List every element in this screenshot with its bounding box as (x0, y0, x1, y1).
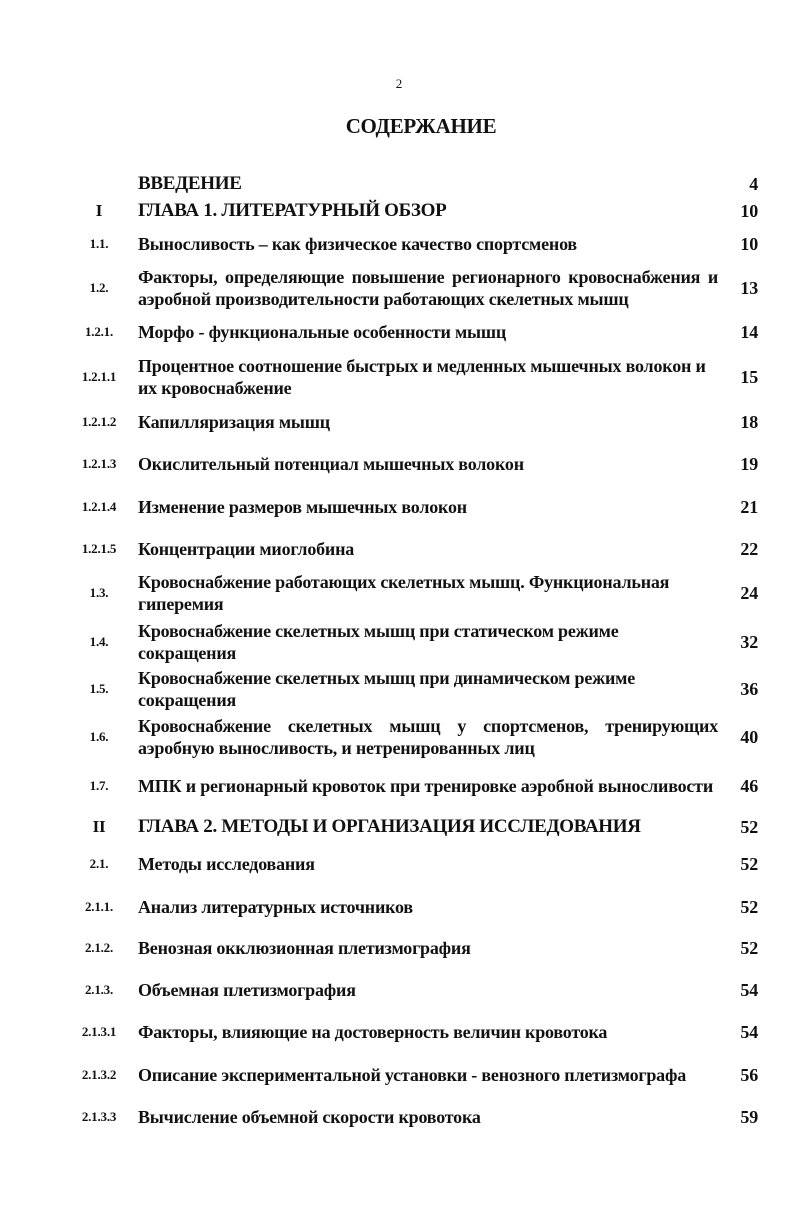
toc-entry[interactable] (0, 495, 798, 519)
toc-entry-title: Кровоснабжение скелетных мышц у спортсменов, тренирующих аэробную выносливость, и нетренированных лиц (138, 716, 718, 758)
toc-entry-chapter-1[interactable] (0, 199, 798, 223)
toc-entry-page: 13 (740, 278, 758, 298)
toc-entry-number: 1.4. (89, 634, 109, 649)
toc-entry[interactable] (0, 265, 798, 311)
toc-entry[interactable] (0, 570, 798, 616)
toc-entry-number: 1.2.1.4 (81, 499, 117, 514)
toc-entry-title: Вычисление объемной скорости кровотока (138, 1107, 481, 1127)
toc-entry-page: 10 (740, 234, 758, 254)
toc-entry-number: 1.2.1.2 (81, 414, 117, 429)
toc-entry-title: Венозная окклюзионная плетизмография (138, 938, 471, 958)
toc-entry-number: II (92, 817, 106, 836)
toc-entry-number: 1.2.1.3 (81, 456, 117, 471)
toc-entry-page: 56 (740, 1065, 758, 1085)
toc-entry-chapter-2[interactable] (0, 815, 798, 839)
toc-entry[interactable] (0, 452, 798, 476)
toc-entry-page: 15 (740, 367, 758, 387)
toc-entry-page: 52 (740, 854, 758, 874)
toc-entry-number: 1.6. (89, 729, 109, 744)
toc-entry-title: Анализ литературных источников (138, 897, 413, 917)
toc-entry-number: 1.1. (89, 236, 109, 251)
toc-entry-number: 2.1.3. (84, 982, 114, 997)
toc-entry[interactable] (0, 895, 798, 919)
toc-entry-page: 10 (740, 201, 758, 221)
toc-entry-page: 54 (740, 1022, 758, 1042)
toc-entry[interactable] (0, 666, 798, 712)
toc-entry-title: Процентное соотношение быстрых и медленных мышечных волокон и их кровоснабжение (138, 356, 706, 398)
toc-entry[interactable] (0, 232, 798, 256)
toc-entry-page: 59 (740, 1107, 758, 1127)
toc-entry[interactable] (0, 320, 798, 344)
toc-entry[interactable] (0, 354, 798, 400)
toc-entry-number: 2.1.3.2 (81, 1067, 117, 1082)
toc-entry-title: Выносливость – как физическое качество спортсменов (138, 234, 577, 254)
toc-entry-title: Факторы, определяющие повышение регионарного кровоснабжения и аэробной производительности работающих скелетных мышц (138, 267, 718, 309)
toc-entry-page: 52 (740, 897, 758, 917)
toc-entry[interactable] (0, 1020, 798, 1044)
toc-entry-title: Кровоснабжение скелетных мышц при статическом режиме сокращения (138, 621, 619, 663)
toc-entry-page: 32 (740, 632, 758, 652)
toc-entry[interactable] (0, 1063, 798, 1087)
toc-entry-page: 14 (740, 322, 758, 342)
toc-entry[interactable] (0, 978, 798, 1002)
toc-entry-title: ГЛАВА 2. МЕТОДЫ И ОРГАНИЗАЦИЯ ИССЛЕДОВАНИЯ (138, 816, 641, 837)
toc-entry-page: 52 (740, 817, 758, 837)
toc-entry-title: Кровоснабжение работающих скелетных мышц. Функциональная гиперемия (138, 572, 670, 614)
toc-entry-number: 1.2. (89, 280, 109, 295)
toc-entry-introduction[interactable] (0, 172, 798, 196)
toc-entry-title: Факторы, влияющие на достоверность величин кровотока (138, 1022, 608, 1042)
toc-entry-title: Капилляризация мышц (138, 412, 330, 432)
toc-entry-page: 52 (740, 938, 758, 958)
toc-entry-page: 4 (749, 174, 758, 194)
toc-entry-page: 54 (740, 980, 758, 1000)
toc-entry-number: 2.1. (89, 856, 109, 871)
toc-entry-title: Описание экспериментальной установки - венозного плетизмографа (138, 1065, 687, 1085)
toc-entry[interactable] (0, 537, 798, 561)
toc-entry-number: 1.5. (89, 681, 109, 696)
toc-entry-number: 2.1.3.1 (81, 1024, 117, 1039)
toc-entry-page: 40 (740, 727, 758, 747)
toc-entry-page: 22 (740, 539, 758, 559)
toc-entry-page: 19 (740, 454, 758, 474)
toc-entry-title: Объемная плетизмография (138, 980, 356, 1000)
toc-entry-number: 1.2.1. (84, 324, 114, 339)
toc-entry-title: Изменение размеров мышечных волокон (138, 497, 467, 517)
toc-entry-number: 1.7. (89, 778, 109, 793)
toc-entry-title: Окислительный потенциал мышечных волокон (138, 454, 524, 474)
toc-entry[interactable] (0, 1105, 798, 1129)
toc-entry[interactable] (0, 619, 798, 665)
toc-entry-number: 2.1.1. (84, 899, 114, 914)
toc-entry[interactable] (0, 410, 798, 434)
toc-entry-number: 1.3. (89, 585, 109, 600)
toc-entry[interactable] (0, 714, 798, 760)
toc-entry-page: 24 (740, 583, 758, 603)
toc-entry-number: I (95, 201, 103, 220)
toc-entry[interactable] (0, 852, 798, 876)
toc-entry-number: 2.1.2. (84, 940, 114, 955)
toc-entry-title: ВВЕДЕНИЕ (138, 173, 242, 194)
toc-entry-page: 21 (740, 497, 758, 517)
toc-entry-title: ГЛАВА 1. ЛИТЕРАТУРНЫЙ ОБЗОР (138, 200, 447, 221)
toc-entry-title: Морфо - функциональные особенности мышц (138, 322, 507, 342)
toc-entry[interactable] (0, 763, 798, 809)
toc-entry[interactable] (0, 936, 798, 960)
toc-entry-number: 1.2.1.1 (81, 369, 117, 384)
toc-entry-title: Кровоснабжение скелетных мышц при динамическом режиме сокращения (138, 668, 636, 710)
toc-entry-title: МПК и регионарный кровоток при тренировке аэробной выносливости (138, 776, 713, 796)
toc-entry-page: 18 (740, 412, 758, 432)
toc-title: СОДЕРЖАНИЕ (345, 114, 497, 138)
toc-entry-title: Концентрации миоглобина (138, 539, 355, 559)
page-number: 2 (395, 76, 403, 91)
toc-entry-page: 36 (740, 679, 758, 699)
toc-entry-number: 1.2.1.5 (81, 541, 117, 556)
toc-entry-number: 2.1.3.3 (81, 1109, 117, 1124)
toc-entry-page: 46 (740, 776, 758, 796)
toc-entry-title: Методы исследования (138, 854, 315, 874)
